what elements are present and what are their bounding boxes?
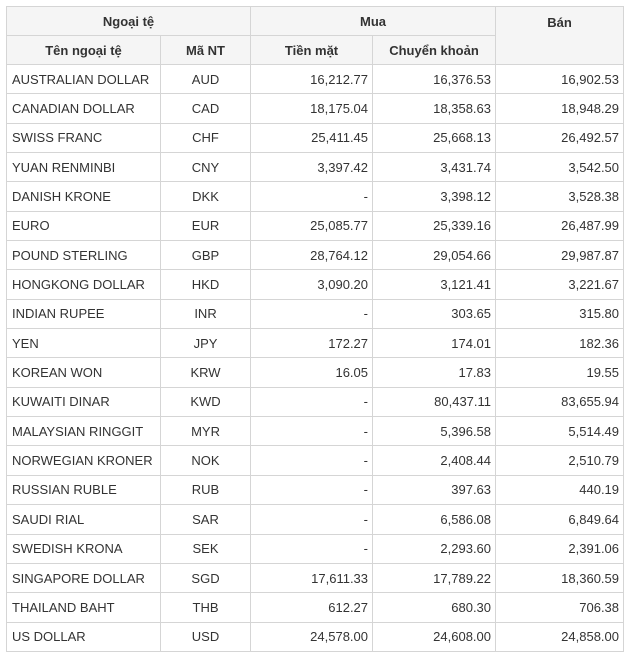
currency-code-cell: EUR — [161, 211, 251, 240]
currency-code-cell: JPY — [161, 329, 251, 358]
cash-buy-cell: 25,085.77 — [251, 211, 373, 240]
currency-name-cell: HONGKONG DOLLAR — [7, 270, 161, 299]
table-row — [7, 446, 624, 475]
sell-rate-cell: 3,221.67 — [496, 270, 624, 299]
transfer-buy-cell: 3,121.41 — [373, 270, 496, 299]
sell-rate-cell: 440.19 — [496, 475, 624, 504]
header-currency-name: Tên ngoại tệ — [7, 36, 161, 65]
currency-name-cell: SWISS FRANC — [7, 123, 161, 152]
sell-rate-cell: 26,492.57 — [496, 123, 624, 152]
cash-buy-cell: 25,411.45 — [251, 123, 373, 152]
currency-name-cell: YUAN RENMINBI — [7, 153, 161, 182]
cash-buy-cell: - — [251, 475, 373, 504]
currency-name-cell: POUND STERLING — [7, 241, 161, 270]
transfer-buy-cell: 6,586.08 — [373, 505, 496, 534]
table-row — [7, 270, 624, 299]
currency-name-cell: KOREAN WON — [7, 358, 161, 387]
currency-code-cell: CHF — [161, 123, 251, 152]
table-header — [7, 7, 624, 65]
transfer-buy-cell: 80,437.11 — [373, 387, 496, 416]
transfer-buy-cell: 29,054.66 — [373, 241, 496, 270]
currency-name-cell: RUSSIAN RUBLE — [7, 475, 161, 504]
cash-buy-cell: - — [251, 299, 373, 328]
sell-rate-cell: 18,360.59 — [496, 563, 624, 592]
table-row — [7, 593, 624, 622]
table-row — [7, 505, 624, 534]
sell-rate-cell: 24,858.00 — [496, 622, 624, 651]
cash-buy-cell: - — [251, 387, 373, 416]
transfer-buy-cell: 17,789.22 — [373, 563, 496, 592]
currency-name-cell: MALAYSIAN RINGGIT — [7, 417, 161, 446]
table-body — [7, 65, 624, 652]
transfer-buy-cell: 25,339.16 — [373, 211, 496, 240]
currency-code-cell: USD — [161, 622, 251, 651]
cash-buy-cell: - — [251, 534, 373, 563]
table-row — [7, 534, 624, 563]
currency-code-cell: CAD — [161, 94, 251, 123]
cash-buy-cell: 16,212.77 — [251, 65, 373, 94]
sell-rate-cell: 182.36 — [496, 329, 624, 358]
transfer-buy-cell: 2,408.44 — [373, 446, 496, 475]
transfer-buy-cell: 397.63 — [373, 475, 496, 504]
table-row — [7, 475, 624, 504]
currency-name-cell: SWEDISH KRONA — [7, 534, 161, 563]
transfer-buy-cell: 18,358.63 — [373, 94, 496, 123]
sell-rate-cell: 29,987.87 — [496, 241, 624, 270]
table-row — [7, 329, 624, 358]
cash-buy-cell: 28,764.12 — [251, 241, 373, 270]
sell-rate-cell: 6,849.64 — [496, 505, 624, 534]
cash-buy-cell: 172.27 — [251, 329, 373, 358]
currency-name-cell: US DOLLAR — [7, 622, 161, 651]
currency-code-cell: DKK — [161, 182, 251, 211]
cash-buy-cell: 3,397.42 — [251, 153, 373, 182]
currency-code-cell: INR — [161, 299, 251, 328]
cash-buy-cell: 16.05 — [251, 358, 373, 387]
table-row — [7, 211, 624, 240]
currency-code-cell: SAR — [161, 505, 251, 534]
currency-code-cell: AUD — [161, 65, 251, 94]
currency-name-cell: THAILAND BAHT — [7, 593, 161, 622]
currency-code-cell: CNY — [161, 153, 251, 182]
sell-rate-cell: 18,948.29 — [496, 94, 624, 123]
currency-code-cell: GBP — [161, 241, 251, 270]
table-row — [7, 241, 624, 270]
table-row — [7, 563, 624, 592]
transfer-buy-cell: 174.01 — [373, 329, 496, 358]
header-currency-code: Mã NT — [161, 36, 251, 65]
transfer-buy-cell: 3,431.74 — [373, 153, 496, 182]
transfer-buy-cell: 17.83 — [373, 358, 496, 387]
currency-code-cell: THB — [161, 593, 251, 622]
cash-buy-cell: - — [251, 505, 373, 534]
currency-name-cell: DANISH KRONE — [7, 182, 161, 211]
currency-code-cell: KRW — [161, 358, 251, 387]
sell-rate-cell: 26,487.99 — [496, 211, 624, 240]
sell-rate-cell: 3,542.50 — [496, 153, 624, 182]
header-cash: Tiền mặt — [251, 36, 373, 65]
currency-name-cell: INDIAN RUPEE — [7, 299, 161, 328]
currency-code-cell: RUB — [161, 475, 251, 504]
table-row — [7, 299, 624, 328]
header-buy: Mua — [251, 7, 496, 36]
cash-buy-cell: 612.27 — [251, 593, 373, 622]
currency-name-cell: NORWEGIAN KRONER — [7, 446, 161, 475]
header-row-top — [7, 7, 624, 36]
currency-code-cell: HKD — [161, 270, 251, 299]
transfer-buy-cell: 24,608.00 — [373, 622, 496, 651]
header-sell: Bán — [496, 7, 624, 65]
sell-rate-cell: 2,510.79 — [496, 446, 624, 475]
sell-rate-cell: 83,655.94 — [496, 387, 624, 416]
cash-buy-cell: 18,175.04 — [251, 94, 373, 123]
transfer-buy-cell: 2,293.60 — [373, 534, 496, 563]
table-row — [7, 123, 624, 152]
currency-name-cell: EURO — [7, 211, 161, 240]
cash-buy-cell: 3,090.20 — [251, 270, 373, 299]
cash-buy-cell: 17,611.33 — [251, 563, 373, 592]
exchange-rate-table — [6, 6, 624, 652]
table-row — [7, 94, 624, 123]
currency-name-cell: SINGAPORE DOLLAR — [7, 563, 161, 592]
sell-rate-cell: 3,528.38 — [496, 182, 624, 211]
currency-code-cell: KWD — [161, 387, 251, 416]
cash-buy-cell: - — [251, 446, 373, 475]
table-row — [7, 65, 624, 94]
header-transfer: Chuyển khoản — [373, 36, 496, 65]
currency-name-cell: AUSTRALIAN DOLLAR — [7, 65, 161, 94]
transfer-buy-cell: 5,396.58 — [373, 417, 496, 446]
currency-name-cell: SAUDI RIAL — [7, 505, 161, 534]
table-row — [7, 182, 624, 211]
table-row — [7, 358, 624, 387]
currency-code-cell: SEK — [161, 534, 251, 563]
table-row — [7, 622, 624, 651]
sell-rate-cell: 19.55 — [496, 358, 624, 387]
sell-rate-cell: 5,514.49 — [496, 417, 624, 446]
sell-rate-cell: 706.38 — [496, 593, 624, 622]
cash-buy-cell: - — [251, 182, 373, 211]
sell-rate-cell: 2,391.06 — [496, 534, 624, 563]
currency-name-cell: YEN — [7, 329, 161, 358]
header-foreign-currency: Ngoại tệ — [7, 7, 251, 36]
sell-rate-cell: 315.80 — [496, 299, 624, 328]
currency-code-cell: NOK — [161, 446, 251, 475]
transfer-buy-cell: 3,398.12 — [373, 182, 496, 211]
transfer-buy-cell: 25,668.13 — [373, 123, 496, 152]
table-row — [7, 417, 624, 446]
currency-code-cell: MYR — [161, 417, 251, 446]
currency-code-cell: SGD — [161, 563, 251, 592]
sell-rate-cell: 16,902.53 — [496, 65, 624, 94]
table-row — [7, 153, 624, 182]
transfer-buy-cell: 16,376.53 — [373, 65, 496, 94]
transfer-buy-cell: 680.30 — [373, 593, 496, 622]
cash-buy-cell: - — [251, 417, 373, 446]
transfer-buy-cell: 303.65 — [373, 299, 496, 328]
cash-buy-cell: 24,578.00 — [251, 622, 373, 651]
table-row — [7, 387, 624, 416]
currency-name-cell: CANADIAN DOLLAR — [7, 94, 161, 123]
currency-name-cell: KUWAITI DINAR — [7, 387, 161, 416]
